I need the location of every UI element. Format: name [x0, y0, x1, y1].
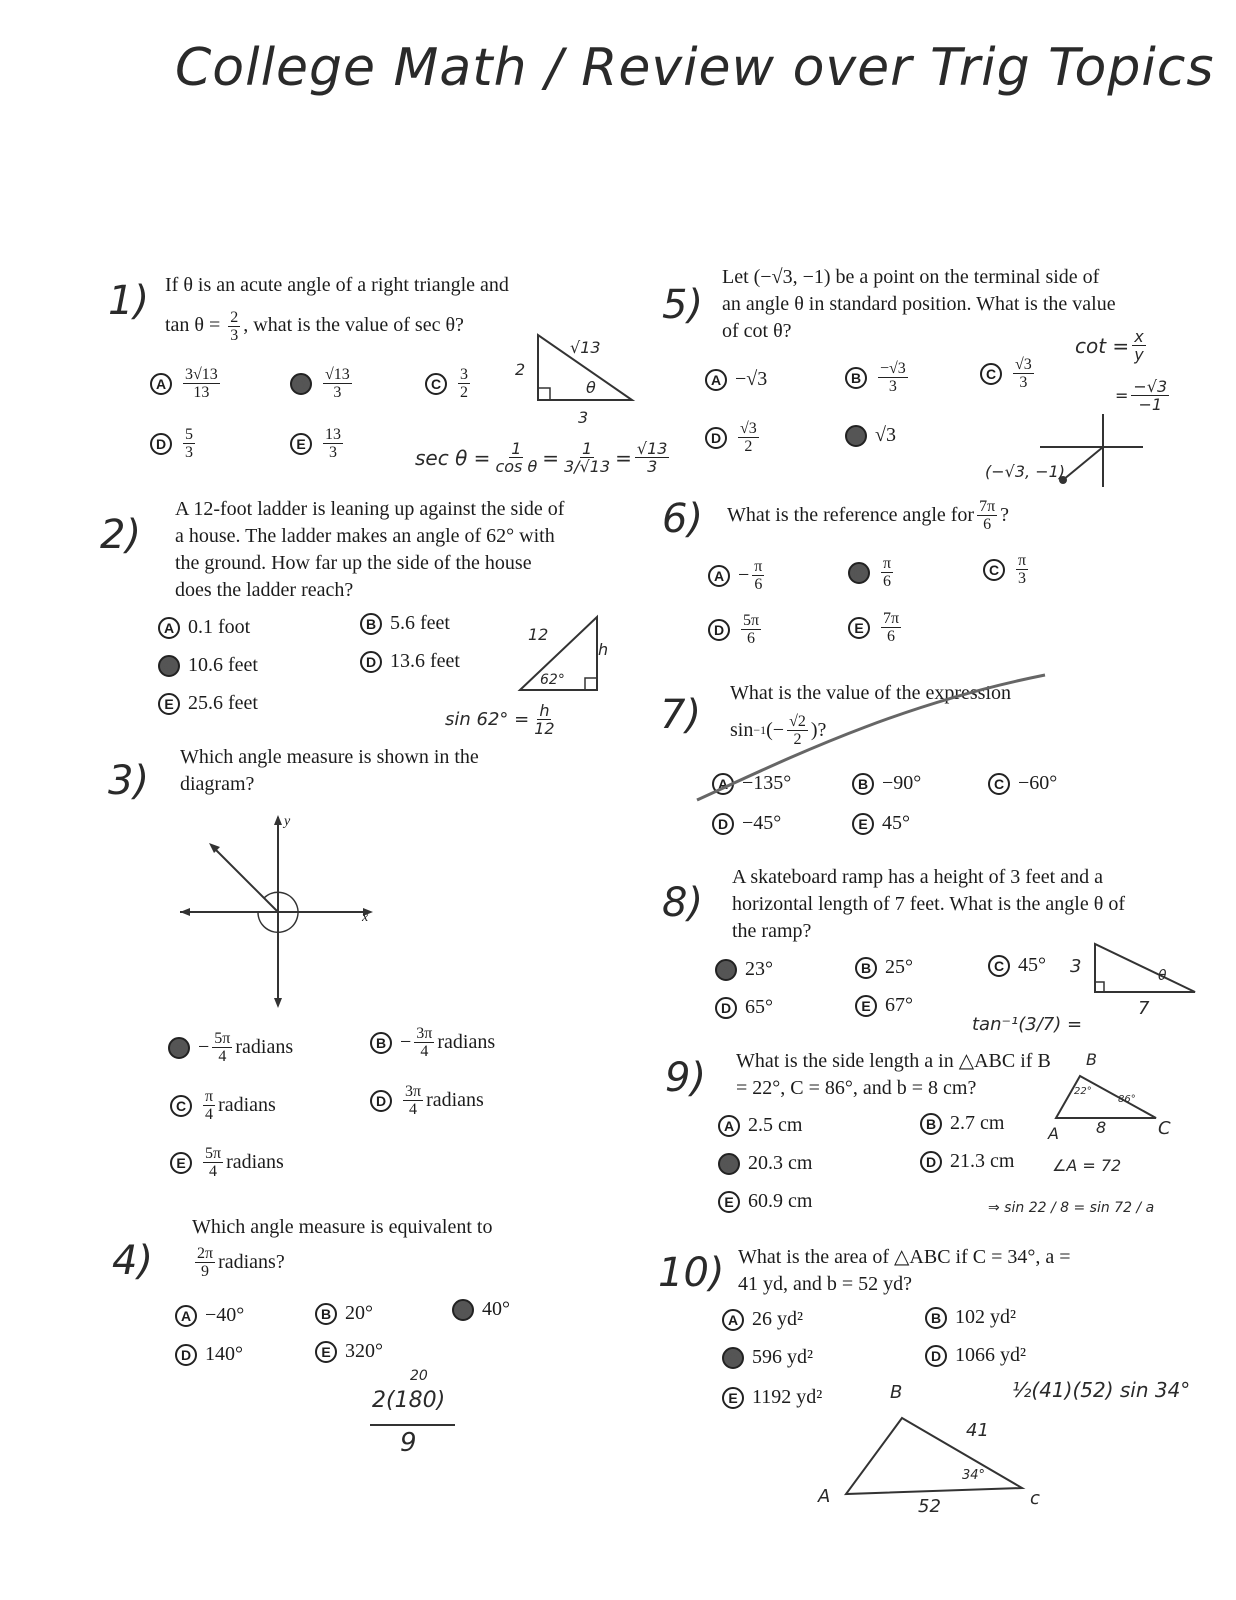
- frac-den: 6: [887, 628, 896, 645]
- question-number: 4): [112, 1238, 154, 1284]
- option-text: −60°: [1018, 772, 1058, 794]
- option-a[interactable]: [705, 368, 767, 391]
- option-c[interactable]: [980, 356, 1037, 391]
- bubble[interactable]: E: [718, 1191, 740, 1213]
- option-d[interactable]: [712, 812, 781, 835]
- bubble[interactable]: C: [425, 373, 447, 395]
- option-text: √3: [875, 424, 896, 446]
- frac-num: π: [754, 558, 763, 575]
- bubble[interactable]: C: [980, 363, 1002, 385]
- option-text: 1192 yd²: [752, 1386, 823, 1408]
- frac-num: π: [205, 1088, 214, 1105]
- frac-num: 3√13: [185, 366, 218, 383]
- option-text: 0.1 foot: [188, 616, 251, 638]
- bubble[interactable]: B: [315, 1303, 337, 1325]
- bubble-filled[interactable]: C: [452, 1299, 474, 1321]
- option-d[interactable]: [370, 1083, 484, 1118]
- option-text: 67°: [885, 994, 913, 1016]
- question-5-stem: Let (−√3, −1) be a point on the terminal side of an angle θ in standard position. What is the value of cot θ?: [722, 266, 1116, 342]
- bubble[interactable]: B: [360, 613, 382, 635]
- option-c[interactable]: [718, 1152, 812, 1175]
- option-b[interactable]: [855, 956, 913, 979]
- bubble[interactable]: B: [855, 957, 877, 979]
- q9-triangle-sketch: [1052, 1072, 1162, 1124]
- option-a[interactable]: [722, 1308, 803, 1331]
- frac-den: 3: [1018, 570, 1027, 587]
- frac-num: π: [883, 555, 892, 572]
- bubble[interactable]: A: [708, 565, 730, 587]
- option-text: −45°: [742, 812, 782, 834]
- stem-line-1: What is the value of the expression: [730, 682, 1012, 704]
- bubble[interactable]: D: [920, 1151, 942, 1173]
- frac-den: 4: [409, 1101, 418, 1118]
- frac-num: √3: [740, 420, 757, 437]
- frac-den: 2: [744, 438, 753, 455]
- q4-work-den: 9: [400, 1428, 417, 1458]
- q5-cot-work: [1075, 328, 1149, 363]
- stem-tail: ?: [1000, 504, 1010, 526]
- frac-den: 3: [329, 444, 337, 461]
- stem-frac-num: 2: [230, 309, 239, 326]
- bubble[interactable]: E: [852, 813, 874, 835]
- frac-num: x: [1134, 327, 1144, 346]
- option-text: −√3: [735, 368, 768, 390]
- q8-work: tan⁻¹(3/7) =: [972, 1014, 1083, 1035]
- bubble[interactable]: D: [360, 651, 382, 673]
- sign: −: [400, 1031, 412, 1053]
- bubble[interactable]: A: [718, 1115, 740, 1137]
- question-number: 1): [108, 278, 150, 324]
- q10-side-b: 52: [918, 1496, 941, 1517]
- frac-den: 6: [983, 516, 992, 533]
- frac-den: 3: [333, 384, 342, 401]
- option-text: 5.6 feet: [390, 612, 450, 634]
- option-text: 45°: [1018, 954, 1046, 976]
- stem-line-1: Which angle measure is equivalent to: [192, 1216, 493, 1238]
- option-b[interactable]: [848, 555, 896, 590]
- option-c[interactable]: [988, 954, 1046, 977]
- q2-work: [445, 702, 560, 737]
- option-text: 20°: [345, 1302, 373, 1324]
- q9-angle-c: 86°: [1118, 1094, 1136, 1105]
- q9-vertex-b: B: [1086, 1050, 1097, 1069]
- option-d[interactable]: [175, 1343, 243, 1366]
- frac-den: 4: [420, 1043, 429, 1060]
- option-d[interactable]: [708, 612, 764, 647]
- unit: radians: [437, 1031, 496, 1053]
- option-text: 2.5 cm: [748, 1114, 803, 1136]
- bubble-filled[interactable]: E: [845, 425, 867, 447]
- frac-den: 4: [218, 1048, 227, 1065]
- option-text: −40°: [205, 1304, 245, 1326]
- frac-num: 7π: [979, 498, 996, 515]
- option-e[interactable]: [170, 1145, 284, 1180]
- q1-hyp-label: √13: [570, 338, 601, 357]
- stem-text: What is the reference angle for: [727, 504, 975, 526]
- option-text: 1066 yd²: [955, 1344, 1026, 1366]
- sign: −: [738, 564, 750, 586]
- stem-frac-den: 3: [230, 327, 239, 344]
- q1-sec-work: [415, 440, 672, 475]
- option-text: 25.6 feet: [188, 692, 258, 714]
- question-number: 6): [662, 496, 704, 542]
- frac-num: 1: [581, 439, 593, 458]
- bubble[interactable]: E: [290, 433, 312, 455]
- frac-den: 13: [193, 384, 210, 401]
- x-axis-label: x: [362, 910, 369, 925]
- question-10-stem: What is the area of △ABC if C = 34°, a = 41 yd, and b = 52 yd?: [738, 1246, 1071, 1295]
- option-c[interactable]: [170, 1088, 276, 1123]
- option-b[interactable]: [290, 366, 355, 401]
- stem-line-2: [192, 1245, 492, 1280]
- option-text: 102 yd²: [955, 1306, 1016, 1328]
- cot-lhs: cot =: [1075, 333, 1130, 358]
- unit: radians: [426, 1089, 484, 1111]
- bubble[interactable]: D: [370, 1090, 392, 1112]
- question-9-stem: What is the side length a in △ABC if B = 22°, C = 86°, and b = 8 cm?: [736, 1050, 1051, 1099]
- option-text: 45°: [882, 812, 910, 834]
- q8-ramp-sketch: [1090, 940, 1200, 996]
- frac-num: 5π: [743, 612, 760, 629]
- frac-num: 5π: [214, 1030, 231, 1047]
- eq-lhs: sin 62° =: [445, 709, 530, 730]
- question-number: 5): [662, 282, 704, 328]
- stem-tail: radians?: [218, 1251, 285, 1273]
- frac-num: √3: [1015, 356, 1032, 373]
- option-b[interactable]: [315, 1302, 373, 1325]
- frac-den: 3: [888, 378, 897, 395]
- q5-cot-work-2: [1115, 378, 1172, 413]
- option-e[interactable]: [718, 1190, 812, 1213]
- frac-den: 3: [647, 457, 658, 476]
- bubble[interactable]: E: [855, 995, 877, 1017]
- question-number: 3): [108, 758, 150, 804]
- bubble[interactable]: A: [722, 1309, 744, 1331]
- frac-num: √13: [636, 439, 668, 458]
- question-6-stem: [727, 498, 1009, 533]
- option-text: 13.6 feet: [390, 650, 460, 672]
- bubble[interactable]: B: [920, 1113, 942, 1135]
- bubble-filled[interactable]: C: [718, 1153, 740, 1175]
- expr-sup: −1: [753, 723, 767, 737]
- frac-den: 2: [793, 731, 802, 748]
- frac-num: 3π: [416, 1025, 433, 1042]
- question-2-stem: A 12-foot ladder is leaning up against the side of a house. The ladder makes an angle of 62° with the ground. How far up the side of the house does the ladder reach?: [175, 498, 565, 601]
- frac-num: 13: [325, 426, 341, 443]
- frac-den: 3: [185, 444, 193, 461]
- bubble-filled[interactable]: C: [158, 655, 180, 677]
- bubble[interactable]: B: [370, 1032, 392, 1054]
- q9-angle-a-work: ∠A = 72: [1052, 1156, 1122, 1175]
- bubble[interactable]: A: [150, 373, 172, 395]
- option-text: 23°: [745, 958, 773, 980]
- frac-den: 6: [747, 630, 756, 647]
- frac-num: −√3: [880, 360, 906, 377]
- stem-line-2: [165, 309, 509, 344]
- frac-den: y: [1134, 345, 1144, 364]
- q4-work-top: 20: [410, 1368, 428, 1384]
- q2-hyp-label: 12: [528, 625, 549, 644]
- q1-adj-label: 3: [578, 408, 589, 427]
- q10-side-a: 41: [966, 1420, 989, 1441]
- unit: radians: [218, 1094, 276, 1116]
- option-e[interactable]: [845, 424, 896, 447]
- bubble[interactable]: E: [158, 693, 180, 715]
- option-b[interactable]: [360, 612, 450, 635]
- bubble[interactable]: D: [708, 619, 730, 641]
- expr-close: )?: [810, 719, 827, 741]
- frac-den: −1: [1138, 395, 1163, 414]
- bubble-filled[interactable]: B: [290, 373, 312, 395]
- expr-open: (−: [766, 719, 785, 741]
- bubble[interactable]: A: [712, 773, 734, 795]
- option-d[interactable]: [360, 650, 460, 673]
- option-b[interactable]: [845, 360, 911, 395]
- equals: =: [1115, 386, 1129, 405]
- q10-vertex-b: B: [890, 1382, 903, 1403]
- bubble-filled[interactable]: C: [722, 1347, 744, 1369]
- bubble[interactable]: B: [925, 1307, 947, 1329]
- bubble[interactable]: D: [715, 997, 737, 1019]
- frac-num: 5: [185, 426, 193, 443]
- frac-den: 2: [460, 384, 468, 401]
- option-e[interactable]: [722, 1386, 822, 1409]
- q5-point-label: (−√3, −1): [985, 462, 1066, 481]
- option-e[interactable]: [852, 812, 910, 835]
- q1-theta-label: θ: [586, 378, 596, 397]
- bubble[interactable]: C: [170, 1095, 192, 1117]
- unit: radians: [235, 1036, 294, 1058]
- sign: −: [198, 1036, 210, 1058]
- option-a[interactable]: [708, 558, 767, 593]
- q3-axes-diagram: [180, 815, 380, 1010]
- question-number: 9): [665, 1055, 707, 1101]
- bubble[interactable]: E: [315, 1341, 337, 1363]
- frac-den: 4: [209, 1163, 218, 1180]
- bubble[interactable]: B: [852, 773, 874, 795]
- option-e[interactable]: [290, 426, 346, 461]
- bubble[interactable]: B: [845, 367, 867, 389]
- bubble-filled[interactable]: A: [168, 1037, 190, 1059]
- option-d[interactable]: [150, 426, 198, 461]
- bubble[interactable]: D: [150, 433, 172, 455]
- bubble[interactable]: D: [925, 1345, 947, 1367]
- frac-den: 9: [201, 1263, 210, 1280]
- q4-work-num: 2(180): [372, 1388, 446, 1413]
- q10-angle-c: 34°: [962, 1468, 986, 1483]
- frac-num: h: [539, 701, 550, 720]
- bubble[interactable]: C: [988, 955, 1010, 977]
- option-text: −135°: [742, 772, 792, 794]
- option-a[interactable]: [168, 1030, 293, 1065]
- frac-num: −√3: [1133, 377, 1168, 396]
- frac-num: 1: [511, 439, 522, 458]
- q2-angle-label: 62°: [540, 672, 565, 688]
- option-text: 65°: [745, 996, 773, 1018]
- option-c[interactable]: [722, 1346, 813, 1369]
- option-text: 40°: [482, 1298, 510, 1320]
- equals: =: [542, 445, 559, 470]
- question-4-stem: [192, 1214, 492, 1280]
- frac-num: π: [1018, 552, 1027, 569]
- option-d[interactable]: [925, 1344, 1026, 1367]
- frac-num: √2: [789, 713, 806, 730]
- option-d[interactable]: [715, 996, 773, 1019]
- equals: =: [615, 445, 632, 470]
- bubble[interactable]: E: [848, 617, 870, 639]
- unit: radians: [226, 1151, 284, 1173]
- option-text: 20.3 cm: [748, 1152, 813, 1174]
- bubble-filled[interactable]: A: [715, 959, 737, 981]
- q10-area-formula-work: ½(41)(52) sin 34°: [1012, 1378, 1191, 1402]
- option-d[interactable]: [920, 1150, 1014, 1173]
- expr-sin: sin: [730, 719, 754, 741]
- bubble[interactable]: E: [170, 1152, 192, 1174]
- q9-angle-b: 22°: [1074, 1086, 1092, 1097]
- option-text: 596 yd²: [752, 1346, 813, 1368]
- option-a[interactable]: [158, 616, 250, 639]
- option-e[interactable]: [855, 994, 913, 1017]
- option-c[interactable]: [452, 1298, 510, 1321]
- question-number: 7): [660, 692, 702, 738]
- q10-vertex-a: A: [818, 1486, 831, 1507]
- frac-den: 4: [205, 1106, 214, 1123]
- q8-length-label: 7: [1138, 998, 1150, 1019]
- bubble[interactable]: D: [705, 427, 727, 449]
- q10-triangle-sketch: [842, 1410, 1032, 1500]
- stem-text: , what is the value of sec θ?: [243, 314, 464, 337]
- bubble[interactable]: A: [158, 617, 180, 639]
- frac-den: 3/√13: [564, 457, 611, 476]
- frac-num: 7π: [883, 610, 900, 627]
- option-text: 26 yd²: [752, 1308, 803, 1330]
- option-text: −90°: [882, 772, 922, 794]
- q1-opp-label: 2: [515, 360, 526, 379]
- stem-line-1: If θ is an acute angle of a right triangle and: [165, 274, 509, 296]
- question-number: 10): [658, 1250, 725, 1296]
- q7-strikethrough: [695, 670, 1050, 805]
- q9-vertex-c: C: [1158, 1118, 1171, 1139]
- bubble[interactable]: A: [175, 1305, 197, 1327]
- option-a[interactable]: [175, 1304, 244, 1327]
- option-text: 2.7 cm: [950, 1112, 1005, 1134]
- frac-den: 3: [1019, 374, 1028, 391]
- option-c[interactable]: [158, 654, 258, 677]
- bubble-filled[interactable]: B: [848, 562, 870, 584]
- frac-num: 3: [460, 366, 468, 383]
- q9-law-of-sines-work: ⇒ sin 22 / 8 = sin 72 / a: [988, 1200, 1155, 1216]
- question-3-stem: Which angle measure is shown in the diagram?: [180, 746, 479, 795]
- option-d[interactable]: [705, 420, 762, 455]
- q10-vertex-c: c: [1030, 1488, 1040, 1509]
- question-number: 8): [662, 880, 704, 926]
- option-c[interactable]: [425, 366, 473, 401]
- option-text: 320°: [345, 1340, 383, 1362]
- option-text: 21.3 cm: [950, 1150, 1015, 1172]
- bubble[interactable]: C: [988, 773, 1010, 795]
- frac-num: 3π: [405, 1083, 422, 1100]
- q9-vertex-a: A: [1048, 1124, 1059, 1143]
- option-a[interactable]: [150, 366, 223, 401]
- frac-num: √13: [325, 366, 350, 383]
- bubble[interactable]: D: [712, 813, 734, 835]
- bubble[interactable]: E: [722, 1387, 744, 1409]
- frac-den: 6: [754, 576, 763, 593]
- q9-side-b: 8: [1096, 1118, 1107, 1137]
- option-text: 140°: [205, 1343, 243, 1365]
- sec-lhs: sec θ =: [415, 445, 491, 470]
- question-8-stem: A skateboard ramp has a height of 3 feet and a horizontal length of 7 feet. What is the angle θ of the ramp?: [732, 866, 1125, 942]
- option-b[interactable]: [920, 1112, 1004, 1135]
- bubble[interactable]: A: [705, 369, 727, 391]
- option-text: 60.9 cm: [748, 1190, 813, 1212]
- option-text: 25°: [885, 956, 913, 978]
- q8-height-label: 3: [1070, 956, 1082, 977]
- option-e[interactable]: [315, 1340, 383, 1363]
- option-text: 10.6 feet: [188, 654, 258, 676]
- option-b[interactable]: [925, 1306, 1016, 1329]
- question-number: 2): [100, 512, 142, 558]
- page-title: College Math / Review over Trig Topics: [175, 38, 1215, 98]
- option-c[interactable]: [983, 552, 1031, 587]
- frac-num: 2π: [197, 1245, 214, 1262]
- frac-den: cos θ: [495, 457, 538, 476]
- option-a[interactable]: [718, 1114, 802, 1137]
- bubble[interactable]: D: [175, 1344, 197, 1366]
- frac-den: 12: [534, 719, 555, 738]
- option-e[interactable]: [158, 692, 258, 715]
- frac-den: 6: [883, 573, 892, 590]
- y-axis-label: y: [284, 814, 291, 829]
- question-1-stem: [165, 272, 509, 344]
- option-e[interactable]: [848, 610, 904, 645]
- stem-text: tan θ =: [165, 314, 226, 337]
- frac-num: 5π: [205, 1145, 222, 1162]
- bubble[interactable]: C: [983, 559, 1005, 581]
- option-b[interactable]: [370, 1025, 495, 1060]
- q2-side-label: h: [598, 640, 609, 659]
- option-a[interactable]: [715, 958, 773, 981]
- q8-theta-label: θ: [1158, 968, 1167, 984]
